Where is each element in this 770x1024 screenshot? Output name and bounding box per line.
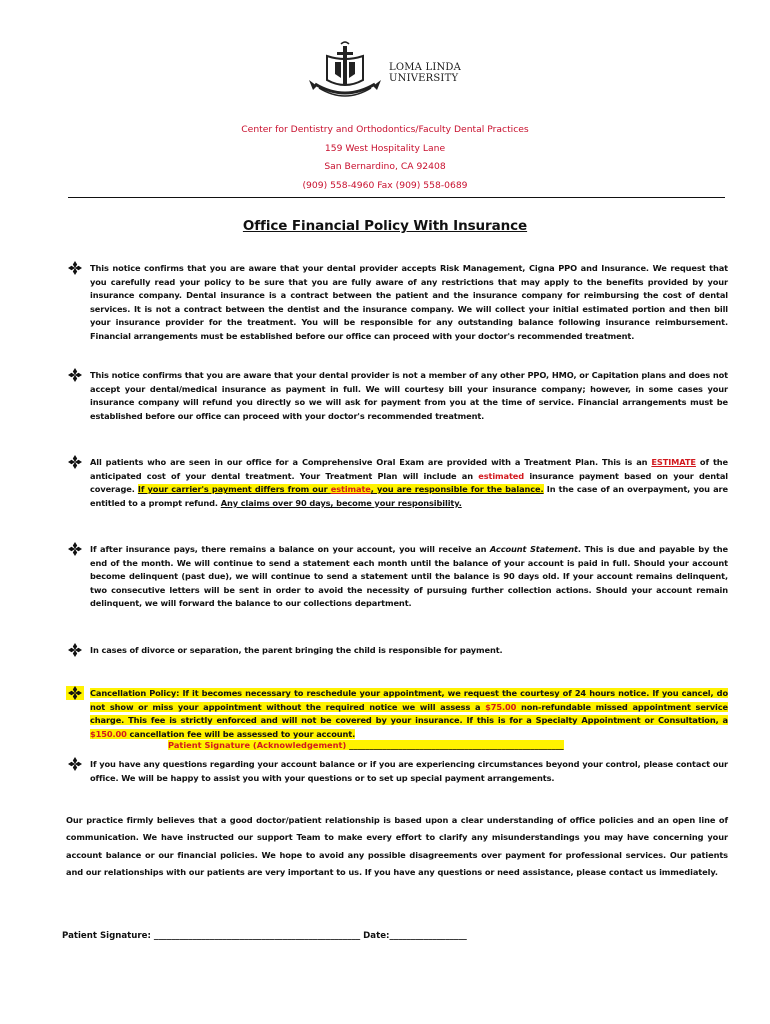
policy-text: [90, 687, 728, 741]
acknowledgement-label: Patient Signature (Acknowledgement): [168, 740, 347, 750]
highlight-run: If your carrier's payment differs from our: [137, 484, 331, 495]
text-run: insurance payment based on your dental coverage.: [90, 470, 728, 495]
estimate-highlight: estimate: [330, 484, 371, 495]
account-statement-term: Account Statement: [489, 544, 578, 554]
text-run: of the anticipated cost of your dental treatment. Your Treatment Plan will include an: [90, 457, 728, 481]
policy-text: This notice confirms that you are aware that your dental provider accepts Risk Management, Cigna PPO and Insurance. We request that you carefully read your policy to be sure that you are fully aware of any restrictions that may apply to the benefits provided by your insurance company. Dental insurance is a contract between the patient and the insurance company for reimbursing the cost of dental services. It is not a contract between the dentist and the insurance company. We will collect your initial estimated portion and then bill your insurance provider for the treatment. You will be responsible for any outstanding balance following insurance reimbursement. Financial arrangements must be established before our office can proceed with your doctor's recommended treatment.: [90, 263, 728, 341]
four-diamond-bullet-icon: [66, 368, 84, 382]
four-diamond-bullet-icon: [66, 686, 84, 700]
phone-fax: (909) 558-4960 Fax (909) 558-0689: [302, 179, 468, 191]
patient-signature-line: [62, 931, 467, 941]
missed-fee: $75.00: [485, 701, 517, 712]
practice-name: Center for Dentistry and Orthodontics/Faculty Dental Practices: [241, 124, 529, 135]
page-title: Office Financial Policy With Insurance: [242, 218, 528, 234]
logo-wordmark: [389, 62, 461, 84]
policy-text: This notice confirms that you are aware that your dental provider is not a member of any other PPO, HMO, or Capitation plans and does not accept your dental/medical insurance as payment in full. We will courtesy bill your insurance company; however, in some cases your insurance company will refund you directly so we will ask for payment from you at the time of service. Financial arrangements must be established before our office can proceed with your doctor's recommended treatment.: [90, 370, 728, 421]
text-run: If after insurance pays, there remains a balance on your account, you will receive an: [90, 544, 490, 554]
text-run: All patients who are seen in our office for a Comprehensive Oral Exam are provided with a Treatment Plan. This is an: [90, 457, 652, 467]
header-divider: [68, 197, 725, 198]
text-run: In the case of an overpayment, you are entitled to a prompt refund.: [90, 484, 728, 508]
policy-text: If you have any questions regarding your account balance or if you are experiencing circumstances beyond your control, please contact our office. We will be happy to assist you with your questions or to set up special payment arrangements.: [90, 759, 728, 783]
street-address: 159 West Hospitality Lane: [324, 142, 446, 154]
four-diamond-bullet-icon: [66, 757, 84, 771]
text-run: . This is due and payable by the end of the month. We will continue to send a statement each month until the balance of your account is paid in full. Should your account become delinquent (past due), we will continue to send a statement until the balance is 90 days old. If your account remains delinquent, two consecutive letters will be sent in order to avoid the necessity of pursuing further collection actions. Should your account remain delinquent, we will forward the balance to our collections department.: [90, 544, 728, 609]
specialty-fee: $150.00: [90, 728, 127, 739]
highlight-run: , you are responsible for the balance.: [370, 484, 544, 495]
university-seal-icon: [305, 40, 385, 106]
closing-paragraph: Our practice firmly believes that a good doctor/patient relationship is based upon a clear understanding of office policies and an open line of communication. We have instructed our support Team to make every effort to clarify any misunderstandings you may have concerning your account balance or our financial policies. We hope to avoid any possible disagreements over payment for professional services. Our patients and our relationships with our patients are very important to us. If you have any questions or need assistance, please contact us immediately.: [66, 815, 728, 878]
highlight-run: non-refundable missed appointment service charge. This fee is strictly enforced and will not be covered by your insurance. If this is for a Specialty Appointment or Consultation, a: [90, 701, 728, 726]
highlight-run: Cancellation Policy: If it becomes necessary to reschedule your appointment, we request the courtesy of 24 hours notice. If you cancel, do not show or miss your appointment without the required notice we will assess a: [90, 688, 728, 712]
logo-line-1: LOMA LINDA: [389, 62, 462, 73]
practice-address: [0, 121, 770, 195]
estimated-emphasis: estimated: [478, 470, 525, 481]
city-state-zip: San Bernardino, CA 92408: [324, 161, 446, 173]
date-blank[interactable]: __________________: [389, 931, 467, 941]
acknowledgement-blank[interactable]: ____________________________________________________: [346, 740, 564, 750]
estimate-emphasis: ESTIMATE: [651, 457, 696, 467]
highlight-run: cancellation fee will be assessed to your account.: [126, 728, 356, 739]
university-logo: [305, 40, 470, 110]
policy-text: In cases of divorce or separation, the parent bringing the child is responsible for payment.: [90, 645, 503, 655]
four-diamond-bullet-icon: [66, 455, 84, 469]
claims-notice: Any claims over 90 days, become your responsibility.: [220, 497, 462, 508]
date-label: Date:: [360, 931, 390, 941]
four-diamond-bullet-icon: [66, 542, 84, 556]
policy-text: [90, 543, 728, 611]
acknowledgement-signature-line[interactable]: [168, 740, 564, 750]
four-diamond-bullet-icon: [66, 261, 84, 275]
policy-text: [90, 456, 728, 510]
four-diamond-bullet-icon: [66, 643, 84, 657]
signature-label: Patient Signature:: [62, 931, 154, 941]
logo-line-2: UNIVERSITY: [389, 73, 459, 84]
signature-blank[interactable]: ________________________________________________: [153, 931, 361, 941]
